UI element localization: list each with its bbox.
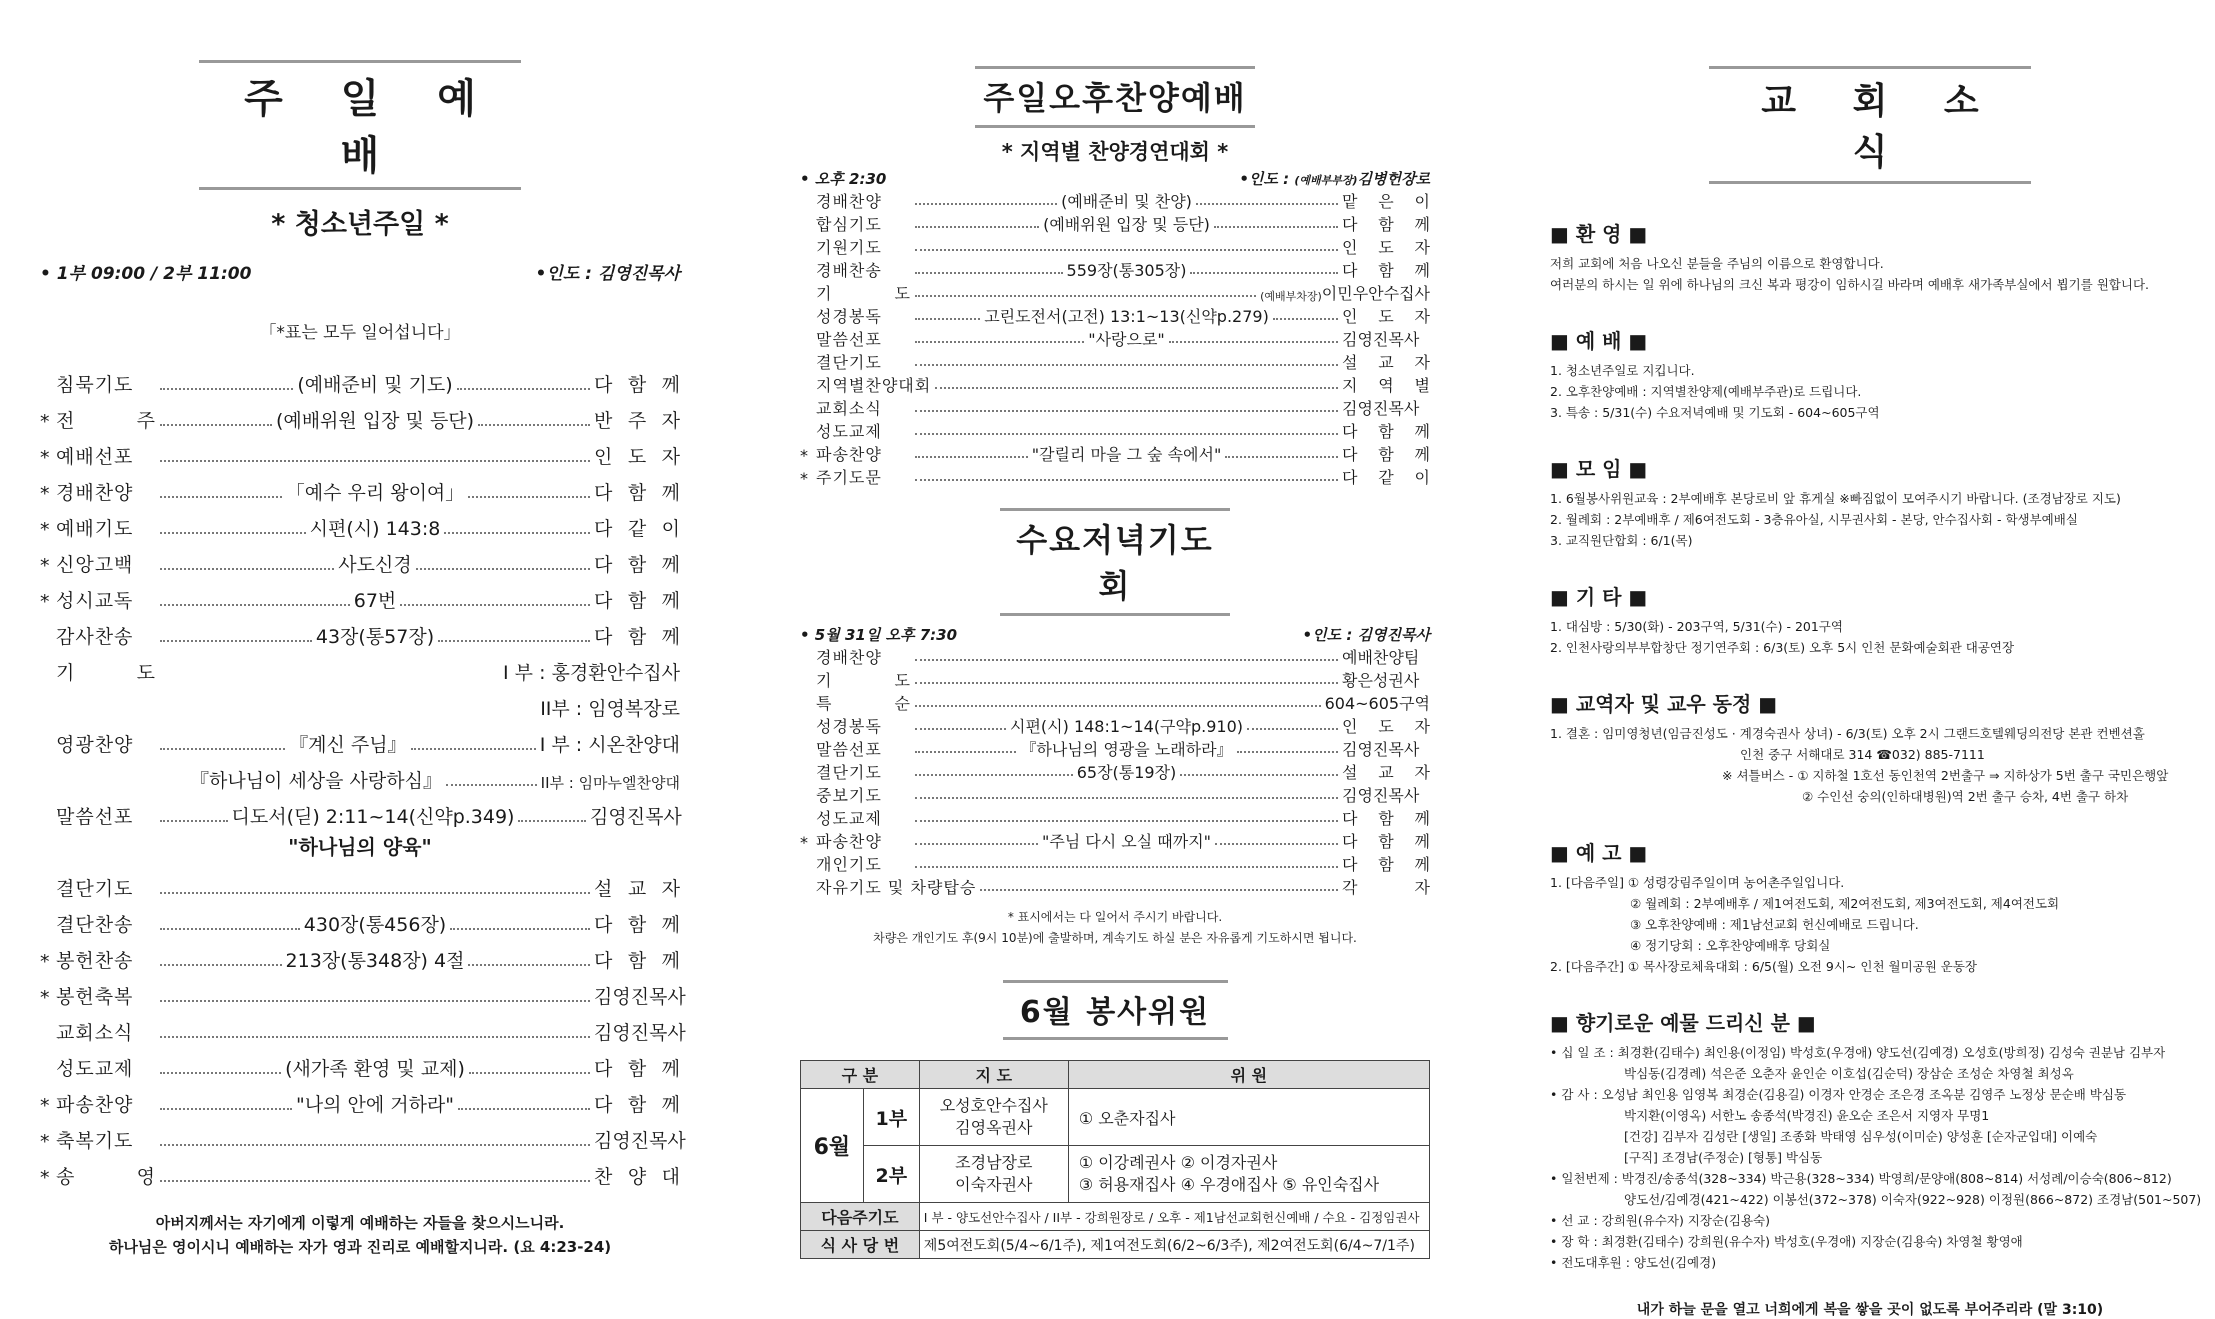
- meetings-line: 1. 6월봉사위원교육 : 2부예배후 본당로비 앞 휴게실 ※빠짐없이 모여주시기 바랍니다. (조경남장로 지도): [1550, 491, 2121, 506]
- order-person: 맡 은 이: [1342, 192, 1431, 211]
- order-label: 성경봉독: [816, 307, 882, 326]
- order-row: [40, 1081, 680, 1117]
- order-label: 교회소식: [56, 1022, 134, 1044]
- wednesday-leader: •인도 : 김영진목사: [1302, 626, 1430, 644]
- meal-duty: 제5여전도회(5/4~6/1주), 제1여전도회(6/2~6/3주), 제2여전도회(6/4~7/1주): [919, 1231, 1429, 1259]
- order-person: 지 역 별: [1342, 376, 1430, 395]
- order-person: 김영진목사: [594, 1130, 686, 1152]
- leader-2: 이숙자권사: [955, 1175, 1033, 1194]
- order-label: 파송찬양: [816, 832, 882, 851]
- order-person: 황은성권사: [1342, 671, 1420, 690]
- order-person: 다 함 께: [594, 1058, 680, 1080]
- order-label: 봉헌축복: [56, 986, 134, 1008]
- service-meta: [40, 259, 680, 284]
- sunday-service-title: 주 일 예 배: [199, 60, 521, 190]
- order-row: [800, 875, 1430, 898]
- worship-line: 2. 오후찬양예배 : 지역별찬양제(예배부주관)로 드립니다.: [1550, 384, 1862, 399]
- order-row: [800, 737, 1430, 760]
- order-person: 다 함 께: [1342, 215, 1431, 234]
- closing-verse-line1: 아버지께서는 자기에게 이렇게 예배하는 자들을 찾으시느니라.: [155, 1214, 565, 1232]
- order-detail: (예배준비 및 찬양): [1061, 192, 1192, 211]
- order-person: 다 함 께: [594, 1094, 681, 1116]
- members-news-line: ② 수인선 숭의(인하대병원)역 2번 출구 승차, 4번 출구 하차: [1802, 789, 2129, 804]
- welcome-line: 여러분의 하시는 일 위에 하나님의 크신 복과 평강이 임하시길 바라며 예배후 새가족부실에서 뵙기를 원합니다.: [1550, 277, 2150, 292]
- welcome-line: 저희 교회에 처음 나오신 분들을 주님의 이름으로 환영합니다.: [1550, 256, 1884, 271]
- offering-line: • 일천번제 : 박경진/송종석(328~334) 박근용(328~334) 박영희/문양애(808~814) 서성례/이승숙(806~812): [1550, 1171, 2172, 1186]
- order-row: [40, 973, 686, 1009]
- order-row: [800, 212, 1430, 235]
- table-members: [1068, 1146, 1429, 1203]
- order-person: 다 함 께: [594, 374, 681, 396]
- glory-song-1: 『계신 주님』: [289, 734, 407, 756]
- order-person: 찬 양 대: [594, 1166, 680, 1188]
- order-person: 다 함 께: [1342, 261, 1430, 280]
- prayer-part2: II부 : 임영복장로: [540, 698, 680, 720]
- closing-verse-line2: 하나님은 영이시니 예배하는 자가 영과 진리로 예배할지니라. (요 4:23-24): [108, 1238, 612, 1256]
- table-row: [801, 1089, 1430, 1146]
- preview-line: 2. [다음주간] ① 목사장로체육대회 : 6/5(월) 오전 9시~ 인천 월미공원 운동장: [1550, 959, 1978, 974]
- order-person: 인 도 자: [1342, 307, 1431, 326]
- order-label: 기 도: [816, 284, 911, 303]
- standing-mark: *: [40, 519, 50, 541]
- order-label: 경배찬양: [816, 648, 882, 667]
- order-label: 송 영: [56, 1166, 156, 1188]
- order-label: 기원기도: [816, 238, 882, 257]
- order-person: 다 함 께: [594, 626, 680, 648]
- order-of-service-part2: [40, 865, 686, 1189]
- order-detail: "나의 안에 거하라": [295, 1094, 455, 1116]
- order-row: [800, 852, 1430, 875]
- order-label: 봉헌찬송: [56, 950, 134, 972]
- afternoon-time: • 오후 2:30: [800, 170, 887, 188]
- leader-prefix: •인도 :: [1239, 170, 1295, 188]
- order-row: [40, 361, 680, 397]
- order-person: 각 자: [1342, 878, 1430, 897]
- standing-mark: *: [40, 483, 50, 505]
- order-row: [40, 577, 680, 613]
- afternoon-leader: [1239, 168, 1430, 189]
- offering-list: [1550, 1042, 2202, 1273]
- order-row: [800, 258, 1430, 281]
- order-row: [40, 1045, 680, 1081]
- preview-line: 1. [다음주일] ① 성령강림주일이며 농어촌주일입니다.: [1550, 875, 1845, 890]
- order-row: [40, 613, 680, 649]
- leader-1: 조경남장로: [955, 1153, 1033, 1172]
- order-label: 자유기도 및 차량탑승: [816, 878, 977, 897]
- order-detail: 65장(통19장): [1076, 763, 1177, 782]
- members-news-line: ※ 셔틀버스 - ① 지하철 1호선 동인천역 2번출구 ⇒ 지하상가 5번 출구 국민은행앞: [1722, 768, 2169, 783]
- glory-song-2: 『하나님이 세상을 사랑하심』: [190, 770, 442, 792]
- order-label: 성시교독: [56, 590, 134, 612]
- june-volunteers-title: 6월 봉사위원: [1003, 980, 1228, 1040]
- table-leaders: [919, 1146, 1068, 1203]
- order-person: 604~605구역: [1324, 694, 1430, 713]
- misc-line: 2. 인천사랑의부부합창단 정기연주회 : 6/3(토) 오후 5시 인천 문화예술회관 대공연장: [1550, 640, 2015, 655]
- order-person: 다 함 께: [594, 914, 681, 936]
- order-row: [800, 668, 1430, 691]
- service-leader: •인도 : 김영진목사: [535, 264, 680, 284]
- members-line-1: ① 이강례권사 ② 이경자권사: [1078, 1153, 1278, 1172]
- order-label: 성도교제: [56, 1058, 134, 1080]
- table-month: 6월: [801, 1089, 864, 1203]
- preview-line: ④ 정기당회 : 오후찬양예배후 당회실: [1630, 938, 1831, 953]
- order-label: 성도교제: [816, 809, 882, 828]
- preview-heading: ■ 예 고 ■: [1550, 841, 1648, 865]
- order-person: 다 함 께: [1342, 855, 1430, 874]
- worship-line: 3. 특송 : 5/31(수) 수요저녁예배 및 기도회 - 604~605구역: [1550, 405, 1880, 420]
- order-person: 다 함 께: [594, 950, 680, 972]
- table-part: 2부: [863, 1146, 919, 1203]
- order-row: [800, 691, 1430, 714]
- worship-heading: ■ 예 배 ■: [1550, 329, 1648, 353]
- order-detail: (예배위원 입장 및 등단): [275, 410, 475, 432]
- standing-mark: *: [40, 555, 50, 577]
- order-label: 파송찬양: [56, 1094, 134, 1116]
- table-row: [801, 1203, 1430, 1231]
- offering-line: • 감 사 : 오성남 최인용 임영복 최경순(김용길) 이경자 안경순 조은경 조옥분 김영주 노정상 문순배 박심동: [1550, 1087, 2127, 1102]
- standing-mark: *: [40, 591, 50, 613]
- order-label: 중보기도: [816, 786, 882, 805]
- leader-2: 김영옥권사: [955, 1118, 1033, 1137]
- order-person: 인 도 자: [1342, 717, 1430, 736]
- order-person: 김영진목사: [594, 1022, 686, 1044]
- table-part: 1부: [863, 1089, 919, 1146]
- offering-line: 박심동(김경례) 석은준 오춘자 윤인순 이호섭(김순덕) 장삼순 조성순 차영철 최성옥: [1624, 1066, 2074, 1081]
- order-person: 이민우안수집사: [1321, 284, 1430, 303]
- afternoon-service-subtitle: * 지역별 찬양경연대회 *: [1001, 140, 1229, 164]
- misc-line: 1. 대심방 : 5/30(화) - 203구역, 5/31(수) - 201구역: [1550, 619, 1843, 634]
- table-header: 지 도: [919, 1061, 1068, 1089]
- order-person: 예배찬양팀: [1342, 648, 1420, 667]
- order-row-prayer-2: [40, 685, 680, 721]
- order-label: 지역별찬양대회: [816, 376, 932, 395]
- afternoon-meta: [800, 168, 1430, 189]
- order-person: 인 도 자: [594, 446, 680, 468]
- order-row: [40, 433, 680, 469]
- order-detail: 사도신경: [338, 554, 412, 576]
- wednesday-note-1: * 표시에서는 다 일어서 주시기 바랍니다.: [1007, 910, 1223, 924]
- offering-line: 양도선/김예경(421~422) 이봉선(372~378) 이숙자(922~928) 이정원(866~872) 조경남(501~507): [1624, 1192, 2202, 1207]
- order-row: [40, 1117, 686, 1153]
- wednesday-meta: [800, 624, 1430, 645]
- sermon-preacher: 김영진목사: [590, 806, 682, 828]
- next-week-prayer: I 부 - 양도선안수집사 / II부 - 강희원장로 / 오후 - 제1남선교회헌신예배 / 수요 - 김정임권사: [919, 1203, 1429, 1231]
- order-person: 인 도 자: [1342, 238, 1430, 257]
- afternoon-service-title: 주일오후찬양예배: [975, 66, 1255, 128]
- leader-name: 김병헌장로: [1357, 170, 1430, 188]
- order-person: 김영진목사: [1342, 330, 1420, 349]
- june-volunteers-table: [800, 1060, 1430, 1259]
- wednesday-title: 수요저녁기도회: [1000, 508, 1230, 616]
- order-row: [40, 505, 680, 541]
- order-row-prayer: [40, 649, 680, 685]
- order-row: [800, 645, 1430, 668]
- order-label: 결단찬송: [56, 914, 134, 936]
- order-row: [800, 327, 1430, 350]
- order-label: 결단기도: [56, 878, 134, 900]
- order-row: [800, 350, 1430, 373]
- order-detail: 「예수 우리 왕이여」: [285, 482, 465, 504]
- order-row: [800, 714, 1430, 737]
- church-news-title: 교 회 소 식: [1709, 66, 2031, 184]
- order-person: 다 함 께: [594, 554, 681, 576]
- order-person: 다 함 께: [1342, 445, 1430, 464]
- meetings-heading: ■ 모 임 ■: [1550, 457, 1648, 481]
- standing-mark: *: [40, 1167, 50, 1189]
- table-header-row: [801, 1061, 1430, 1089]
- service-time: • 1부 09:00 / 2부 11:00: [40, 264, 252, 284]
- order-person: 반 주 자: [594, 410, 681, 432]
- order-label: 신앙고백: [56, 554, 134, 576]
- offering-line: [구직] 조경남(주정순) [형통] 박심동: [1624, 1150, 1823, 1165]
- order-label: 교회소식: [816, 399, 882, 418]
- order-person: 설 교 자: [1342, 353, 1430, 372]
- order-label: 예배기도: [56, 518, 134, 540]
- leader-role: (예배부부장): [1294, 174, 1358, 187]
- standing-mark: *: [40, 1131, 50, 1153]
- order-label: 결단기도: [816, 763, 882, 782]
- misc-heading: ■ 기 타 ■: [1550, 585, 1648, 609]
- order-detail: "사랑으로": [1088, 330, 1165, 349]
- order-row-glory: [40, 721, 680, 757]
- order-person: 다 같 이: [1342, 468, 1430, 487]
- standing-mark: *: [40, 987, 50, 1009]
- order-row: [800, 281, 1430, 304]
- sunday-service-column: [40, 0, 686, 1256]
- offering-line: 박지환(이영옥) 서한노 송종석(박경진) 윤오순 조은서 지영자 무명1: [1624, 1108, 1990, 1123]
- sermon-title: "하나님의 양육": [288, 835, 432, 859]
- order-person: 설 교 자: [1342, 763, 1431, 782]
- order-person: 다 같 이: [594, 518, 680, 540]
- prayer-part1: I 부 : 홍경환안수집사: [503, 662, 680, 684]
- order-label: 결단기도: [816, 353, 882, 372]
- order-detail: 430장(통456장): [303, 914, 447, 936]
- order-detail: 213장(통348장) 4절: [285, 950, 465, 972]
- members-news-line: 1. 결혼 : 임미영청년(임금진성도 · 계경숙권사 상녀) - 6/3(토) 오후 2시 그랜드호텔웨딩의전당 본관 컨벤션홀: [1550, 726, 2145, 741]
- order-row: [800, 829, 1430, 852]
- order-label: 말씀선포: [56, 806, 134, 828]
- standing-mark: *: [800, 469, 808, 488]
- order-label: 영광찬양: [56, 734, 134, 756]
- order-row: [800, 783, 1430, 806]
- order-detail: 67번: [353, 590, 397, 612]
- order-label: 침묵기도: [56, 374, 134, 396]
- sermon-text: 디도서(딛) 2:11~14(신약p.349): [231, 806, 515, 828]
- wednesday-note-2: 차량은 개인기도 후(9시 10분)에 출발하며, 계속기도 하실 분은 자유롭게 기도하시면 됩니다.: [873, 931, 1357, 945]
- order-label: 특 순: [816, 694, 911, 713]
- order-person: 다 함 께: [1342, 809, 1430, 828]
- order-person: 설 교 자: [594, 878, 680, 900]
- next-week-prayer-label: 다음주기도: [801, 1203, 920, 1231]
- order-label: 기 도: [56, 662, 156, 684]
- order-row: [40, 937, 680, 973]
- closing-verse-right: 내가 하늘 문을 열고 너희에게 복을 쌓을 곳이 없도록 부어주리라 (말 3:10): [1636, 1302, 2104, 1318]
- order-row: [800, 419, 1430, 442]
- offering-line: • 전도대후원 : 양도선(김예경): [1550, 1255, 1717, 1270]
- order-detail: 고린도전서(고전) 13:1~13(신약p.279): [984, 307, 1269, 326]
- offering-line: • 선 교 : 강희원(유수자) 지장순(김용숙): [1550, 1213, 1771, 1228]
- meetings-line: 3. 교직원단합회 : 6/1(목): [1550, 533, 1693, 548]
- order-person: 다 함 께: [1342, 832, 1430, 851]
- order-label: 합심기도: [816, 215, 882, 234]
- order-row: [800, 396, 1430, 419]
- order-label: 경배찬양: [816, 192, 882, 211]
- table-header: 구 분: [801, 1061, 920, 1089]
- order-detail: "갈릴리 마을 그 숲 속에서": [1031, 445, 1222, 464]
- order-row-sermon: [40, 793, 680, 829]
- order-row: [40, 469, 680, 505]
- worship-line: 1. 청소년주일로 지킵니다.: [1550, 363, 1695, 378]
- standing-mark: *: [800, 833, 808, 852]
- order-detail: 559장(통305장): [1066, 261, 1187, 280]
- order-person: 다 함 께: [594, 590, 680, 612]
- order-detail: 시편(시) 148:1~14(구약p.910): [1010, 717, 1243, 736]
- order-row: [800, 189, 1430, 212]
- offering-line: • 십 일 조 : 최경환(김태수) 최인용(이정임) 박성호(우경애) 양도선(김예경) 오성호(방희정) 김성숙 권분남 김부자: [1550, 1045, 2166, 1060]
- meetings-line: 2. 월례회 : 2부예배후 / 제6여전도회 - 3층유아실, 시무권사회 - 본당, 안수집사회 - 학생부예배실: [1550, 512, 2078, 527]
- order-label: 경배찬송: [816, 261, 882, 280]
- order-detail: (새가족 환영 및 교제): [285, 1058, 465, 1080]
- members-news-line: 인천 중구 서해대로 314 ☎032) 885-7111: [1740, 747, 1985, 762]
- table-leaders: [919, 1089, 1068, 1146]
- order-detail: 『하나님의 영광을 노래하라』: [1020, 740, 1233, 759]
- order-label: 파송찬양: [816, 445, 882, 464]
- meal-duty-label: 식 사 당 번: [801, 1231, 920, 1259]
- order-label: 예배선포: [56, 446, 134, 468]
- order-person: 김영진목사: [1342, 740, 1420, 759]
- order-label: 성경봉독: [816, 717, 882, 736]
- church-news-column: [1550, 0, 2202, 1318]
- wednesday-order: [800, 645, 1430, 898]
- order-row: [800, 806, 1430, 829]
- standing-mark: *: [40, 951, 50, 973]
- order-person: 다 함 께: [1342, 422, 1430, 441]
- afternoon-service-column: [800, 0, 1431, 1255]
- order-detail: 시편(시) 143:8: [309, 518, 441, 540]
- offering-heading: ■ 향기로운 예물 드리신 분 ■: [1550, 1011, 1816, 1035]
- order-row: [40, 541, 680, 577]
- standing-note: 「*표는 모두 일어섭니다」: [259, 323, 461, 343]
- order-detail: (예배준비 및 기도): [297, 374, 453, 396]
- sunday-service-subtitle: * 청소년주일 *: [271, 209, 449, 240]
- order-label: 전 주: [56, 410, 156, 432]
- order-row-glory-2: [40, 757, 680, 793]
- offering-line: [건강] 김부자 김성란 [생일] 조종화 박태영 심우성(이미순) 양성훈 [순자군입대] 이예숙: [1624, 1129, 2098, 1144]
- preview-line: ③ 오후찬양예배 : 제1남선교회 헌신예배로 드립니다.: [1630, 917, 1919, 932]
- members-news-heading: ■ 교역자 및 교우 동정 ■: [1550, 692, 1778, 716]
- glory-choir-2: II부 : 임마누엘찬양대: [540, 774, 680, 792]
- order-person: 김영진목사: [1342, 399, 1420, 418]
- order-detail: 43장(통57장): [315, 626, 435, 648]
- order-label: 개인기도: [816, 855, 882, 874]
- table-row: [801, 1231, 1430, 1259]
- order-row: [40, 901, 680, 937]
- order-person: 김영진목사: [594, 986, 686, 1008]
- order-row: [40, 397, 680, 433]
- standing-mark: *: [40, 447, 50, 469]
- order-label: 말씀선포: [816, 330, 882, 349]
- order-label: 말씀선포: [816, 740, 882, 759]
- order-row: [40, 1009, 686, 1045]
- order-detail: (예배위원 입장 및 등단): [1043, 215, 1210, 234]
- order-row: [40, 865, 680, 901]
- members-line-2: ③ 허용재집사 ④ 우경애집사 ⑤ 유인숙집사: [1078, 1175, 1380, 1194]
- order-row: [800, 760, 1430, 783]
- standing-mark: *: [40, 1095, 50, 1117]
- order-role: (예배부차장): [1260, 290, 1322, 303]
- order-row: [40, 1153, 680, 1189]
- order-row: [800, 465, 1430, 488]
- afternoon-order: [800, 189, 1430, 488]
- order-row: [800, 442, 1430, 465]
- leader-1: 오성호안수집사: [939, 1096, 1048, 1115]
- offering-line: • 장 학 : 최경환(김태수) 강희원(유수자) 박성호(우경애) 지장순(김용숙) 차영철 황영애: [1550, 1234, 2023, 1249]
- order-label: 축복기도: [56, 1130, 134, 1152]
- order-row: [800, 373, 1430, 396]
- order-row: [800, 304, 1430, 327]
- order-label: 주기도문: [816, 468, 882, 487]
- welcome-heading: ■ 환 영 ■: [1550, 222, 1648, 246]
- order-label: 기 도: [816, 671, 911, 690]
- order-label: 경배찬양: [56, 482, 134, 504]
- order-row: [800, 235, 1430, 258]
- standing-mark: *: [800, 446, 808, 465]
- standing-mark: *: [40, 411, 50, 433]
- table-header: 위 원: [1068, 1061, 1429, 1089]
- order-detail: "주님 다시 오실 때까지": [1041, 832, 1212, 851]
- order-person: 다 함 께: [594, 482, 680, 504]
- closing-verse: [40, 1211, 680, 1259]
- table-row: [801, 1146, 1430, 1203]
- wednesday-time: • 5월 31일 오후 7:30: [800, 626, 958, 644]
- order-of-service-part1: [40, 361, 680, 649]
- preview-line: ② 월례회 : 2부예배후 / 제1여전도회, 제2여전도회, 제3여전도회, 제4여전도회: [1630, 896, 2060, 911]
- order-label: 성도교제: [816, 422, 882, 441]
- order-person: 김영진목사: [1342, 786, 1420, 805]
- order-label: 감사찬송: [56, 626, 134, 648]
- table-members: ① 오춘자집사: [1068, 1089, 1429, 1146]
- glory-choir-1: I 부 : 시온찬양대: [539, 734, 680, 756]
